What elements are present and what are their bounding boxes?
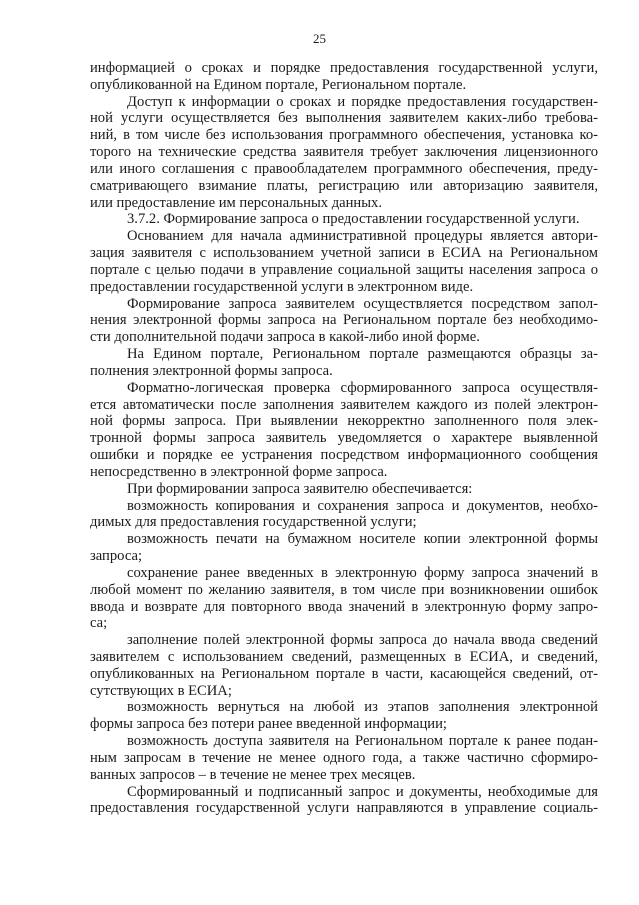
text-line: возможность печати на бумажном носителе копии электронной формы bbox=[127, 531, 598, 548]
text-line: предоставления государственной услуги направляются в управление социаль- bbox=[90, 800, 598, 817]
text-line: Сформированный и подписанный запрос и документы, необходимые для bbox=[127, 783, 598, 800]
text-line: ной услуги осуществляется без выполнения заявителем каких-либо требова- bbox=[90, 110, 598, 127]
text-line: 3.7.2. Формирование запроса о предоставлении государственной услуги. bbox=[127, 211, 580, 228]
page-number: 25 bbox=[313, 31, 326, 46]
document-body bbox=[90, 60, 598, 817]
text-line: На Едином портале, Региональном портале размещаются образцы за- bbox=[127, 346, 598, 363]
text-line: торого на технические средства заявителя требует заключения лицензионного bbox=[90, 144, 598, 161]
text-line: возможность доступа заявителя на Региональном портале к ранее подан- bbox=[127, 733, 598, 750]
text-line: сматривающего взимание платы, регистрацию или авторизацию заявителя, bbox=[90, 177, 598, 194]
text-line: сти дополнительной подачи запроса в какой-либо иной форме. bbox=[90, 329, 480, 346]
text-line: нения электронной формы запроса на Региональном портале без необходимо- bbox=[90, 312, 598, 329]
text-line: сохранение ранее введенных в электронную форму запроса значений в bbox=[127, 564, 598, 581]
text-line: заявителем с использованием сведений, размещенных в ЕСИА, и сведений, bbox=[90, 648, 598, 665]
text-line: заполнение полей электронной формы запроса до начала ввода сведений bbox=[127, 632, 598, 649]
text-line: тронной формы запроса заявитель уведомляется о характере выявленной bbox=[90, 430, 598, 447]
text-line: непосредственно в электронной форме запроса. bbox=[90, 463, 388, 480]
text-line: ввода и возврате для повторного ввода значений в электронную форму запро- bbox=[90, 598, 598, 615]
text-line: зация заявителя с использованием учетной записи в ЕСИА на Региональном bbox=[90, 245, 598, 262]
text-line: сутствующих в ЕСИА; bbox=[90, 682, 232, 699]
text-line: полнения электронной формы запроса. bbox=[90, 362, 333, 379]
text-line: ной формы запроса. При выявлении некорректно заполненного поля элек- bbox=[90, 413, 598, 430]
text-line: димых для предоставления государственной услуги; bbox=[90, 514, 417, 531]
text-line: Доступ к информации о сроках и порядке предоставления государствен- bbox=[127, 93, 598, 110]
text-line: формы запроса без потери ранее введенной информации; bbox=[90, 716, 447, 733]
text-line: ний, в том числе без использования программного обеспечения, установка ко- bbox=[90, 127, 598, 144]
text-line: опубликованной на Едином портале, Региональном портале. bbox=[90, 76, 467, 93]
text-line: ным запросам в течение не менее одного года, а также частично сформиро- bbox=[90, 749, 598, 766]
text-line: или предоставление им персональных данных. bbox=[90, 194, 382, 211]
text-line: са; bbox=[90, 615, 108, 632]
text-line: возможность копирования и сохранения запроса и документов, необхо- bbox=[127, 497, 598, 514]
text-line: возможность вернуться на любой из этапов заполнения электронной bbox=[127, 699, 598, 716]
text-line: предоставлении государственной услуги в электронном виде. bbox=[90, 278, 474, 295]
text-line: При формировании запроса заявителю обеспечивается: bbox=[127, 480, 473, 497]
text-line: ванных запросов – в течение не менее трех месяцев. bbox=[90, 766, 416, 783]
text-line: ошибки и порядке ее устранения посредством информационного сообщения bbox=[90, 447, 598, 464]
text-line: Форматно-логическая проверка сформированного запроса осуществля- bbox=[127, 379, 598, 396]
text-line: Формирование запроса заявителем осуществляется посредством запол- bbox=[127, 295, 598, 312]
text-line: информацией о сроках и порядке предоставления государственной услуги, bbox=[90, 60, 598, 76]
text-line: опубликованных на Региональном портале в части, касающейся сведений, от- bbox=[90, 665, 598, 682]
text-line: или иного соглашения с правообладателем программного обеспечения, преду- bbox=[90, 160, 598, 177]
text-line: любой момент по желанию заявителя, в том числе при возникновении ошибок bbox=[90, 581, 598, 598]
text-line: Основанием для начала административной процедуры является автори- bbox=[127, 228, 598, 245]
text-line: портале с целью подачи в управление социальной защиты населения запроса о bbox=[90, 261, 598, 278]
text-line: ется автоматически после заполнения заявителем каждого из полей электрон- bbox=[90, 396, 598, 413]
text-line: запроса; bbox=[90, 548, 143, 565]
